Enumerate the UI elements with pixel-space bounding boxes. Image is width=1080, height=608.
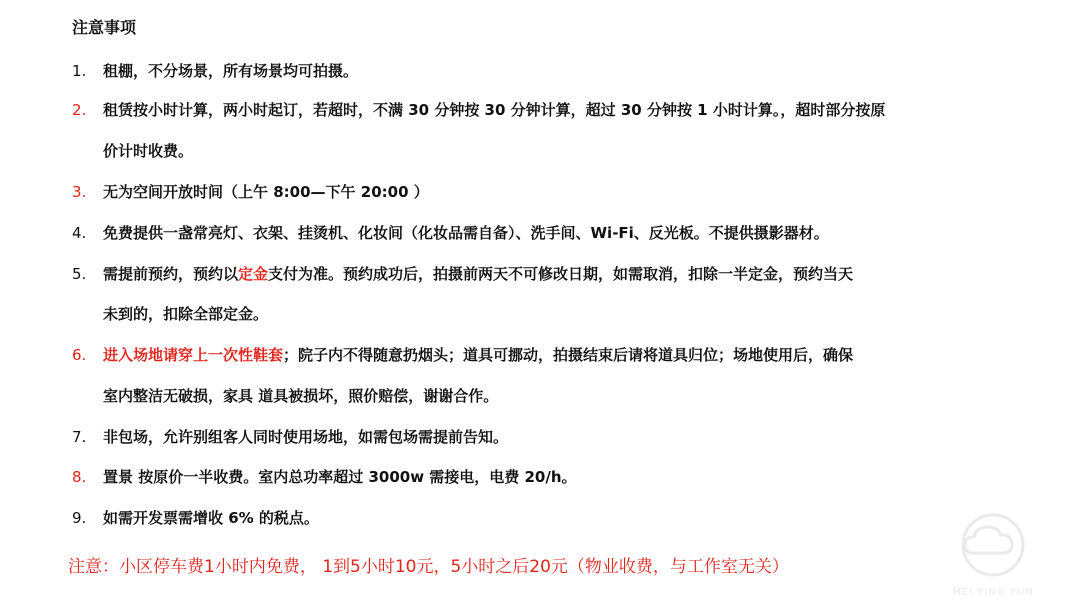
item-text: 无为空间开放时间（上午 8:00—下午 20:00 ） bbox=[103, 183, 429, 201]
item-text-pre: 需提前预约，预约以 bbox=[103, 265, 239, 283]
item-number: 1. bbox=[72, 62, 87, 80]
item-number: 8. bbox=[72, 468, 87, 486]
item-number: 7. bbox=[72, 428, 87, 446]
deposit-highlight: 定金 bbox=[238, 265, 269, 283]
item-text-post: ；院子内不得随意扔烟头；道具可挪动，拍摄结束后请将道具归位；场地使用后，确保 bbox=[283, 346, 854, 364]
watermark-text: MEI YING YUN bbox=[952, 587, 1034, 598]
item-text: 置景 按原价一半收费。室内总功率超过 3000w 需接电，电费 20/h。 bbox=[103, 468, 577, 486]
shoe-cover-highlight: 进入场地请穿上一次性鞋套 bbox=[103, 346, 284, 364]
item-text bbox=[103, 343, 853, 367]
item-number: 3. bbox=[72, 183, 87, 201]
item-number: 5. bbox=[72, 265, 87, 283]
cloud-logo-icon bbox=[938, 505, 1048, 605]
item-text-continued: 未到的，扣除全部定金。 bbox=[103, 305, 269, 323]
item-number: 2. bbox=[72, 101, 87, 119]
item-number: 4. bbox=[72, 224, 87, 242]
item-text-continued: 室内整洁无破损，家具 道具被损坏，照价赔偿，谢谢合作。 bbox=[103, 387, 499, 405]
notes-title: 注意事项 bbox=[72, 18, 137, 37]
item-text: 租棚，不分场景，所有场景均可拍摄。 bbox=[103, 62, 359, 80]
item-text bbox=[103, 262, 853, 286]
parking-note: 注意：小区停车费1小时内免费， 1到5小时10元，5小时之后20元（物业收费，与工作室无关） bbox=[68, 557, 789, 577]
item-text-post: 支付为准。预约成功后，拍摄前两天不可修改日期，如需取消，扣除一半定金，预约当天 bbox=[268, 265, 854, 283]
item-number: 9. bbox=[72, 509, 87, 527]
watermark bbox=[938, 505, 1048, 605]
item-text: 如需开发票需增收 6% 的税点。 bbox=[103, 509, 319, 527]
item-text-continued: 价计时收费。 bbox=[103, 142, 194, 160]
item-text: 租赁按小时计算，两小时起订，若超时，不满 30 分钟按 30 分钟计算，超过 30 分钟按 1 小时计算。，超时部分按原 bbox=[103, 101, 886, 119]
item-number: 6. bbox=[72, 346, 87, 364]
item-text: 非包场，允许别组客人同时使用场地，如需包场需提前告知。 bbox=[103, 428, 509, 446]
item-text: 免费提供一盏常亮灯、衣架、挂烫机、化妆间（化妆品需自备）、洗手间、Wi-Fi、反光板。不提供摄影器材。 bbox=[103, 224, 829, 242]
